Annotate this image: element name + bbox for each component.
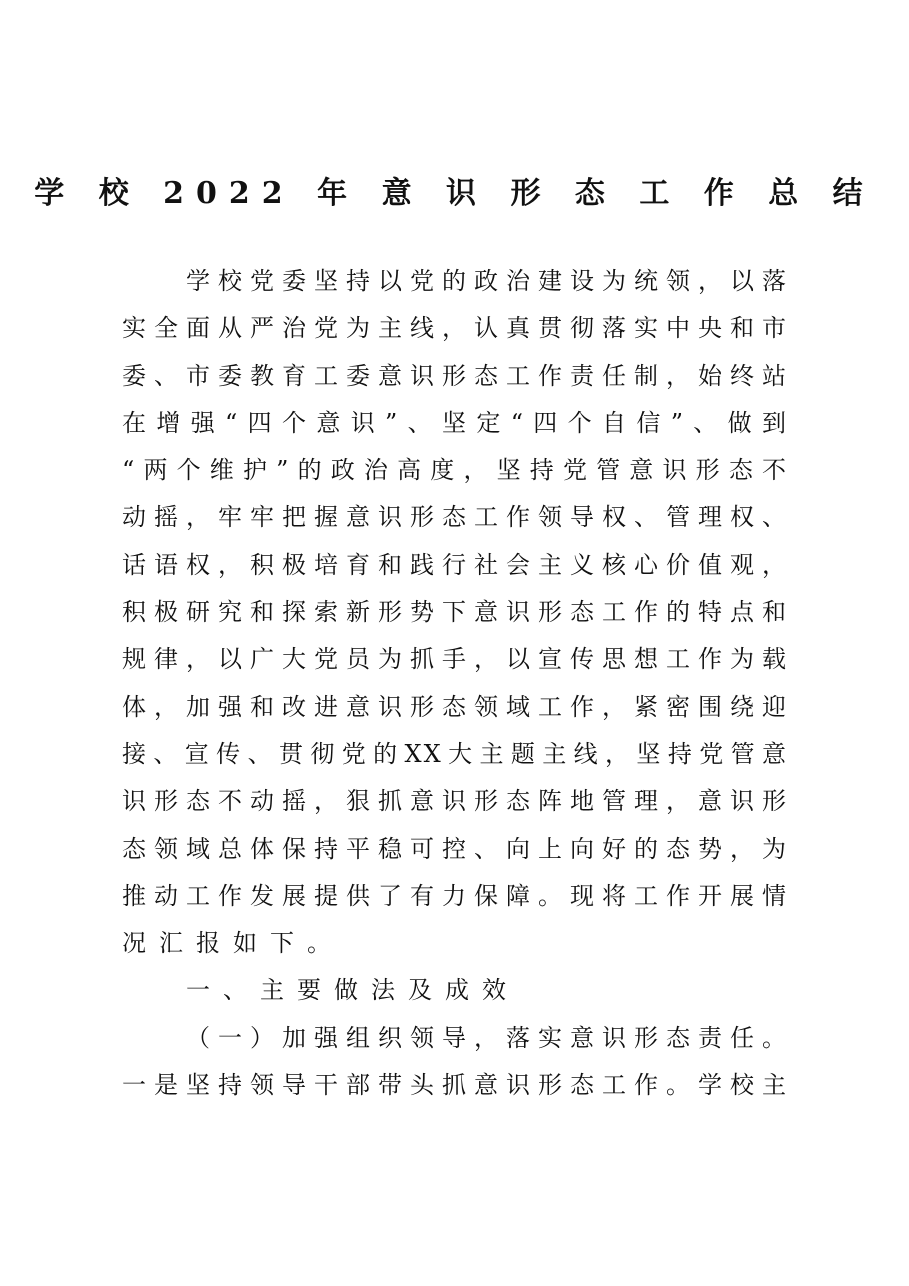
paragraph-line: 识形态不动摇，狠抓意识形态阵地管理，意识形 <box>122 787 788 816</box>
document-body <box>122 258 788 1109</box>
paragraph-line: 况汇报如下。 <box>122 929 344 958</box>
paragraph-line: 态领域总体保持平稳可控、向上向好的态势，为 <box>122 834 788 863</box>
paragraph-line: 在增强“四个意识”、坚定“四个自信”、做到 <box>122 408 788 437</box>
paragraph-line: （一）加强组织领导，落实意识形态责任。 <box>186 1023 788 1052</box>
paragraph-line: 动摇，牢牢把握意识形态工作领导权、管理权、 <box>122 503 788 532</box>
section-heading: 一、主要做法及成效 <box>186 976 519 1005</box>
paragraph-line: “两个维护”的政治高度，坚持党管意识形态不 <box>122 456 788 485</box>
paragraph-line: 实全面从严治党为主线，认真贯彻落实中央和市 <box>122 314 788 343</box>
paragraph-line: 一是坚持领导干部带头抓意识形态工作。学校主 <box>122 1071 788 1100</box>
document-title: 学 校 2022 年 意 识 形 态 工 作 总 结 <box>34 176 875 211</box>
paragraph-line: 规律，以广大党员为抓手，以宣传思想工作为载 <box>122 645 788 674</box>
paragraph-line: 接、宣传、贯彻党的XX大主题主线，坚持党管意 <box>122 739 788 768</box>
paragraph-line: 推动工作发展提供了有力保障。现将工作开展情 <box>122 881 788 910</box>
paragraph-line: 话语权，积极培育和践行社会主义核心价值观， <box>122 550 788 579</box>
paragraph-line: 积极研究和探索新形势下意识形态工作的特点和 <box>122 598 788 627</box>
paragraph-line: 委、市委教育工委意识形态工作责任制，始终站 <box>122 361 788 390</box>
paragraph-line: 学校党委坚持以党的政治建设为统领，以落 <box>186 267 788 295</box>
paragraph-line: 体，加强和改进意识形态领域工作，紧密围绕迎 <box>122 692 788 721</box>
